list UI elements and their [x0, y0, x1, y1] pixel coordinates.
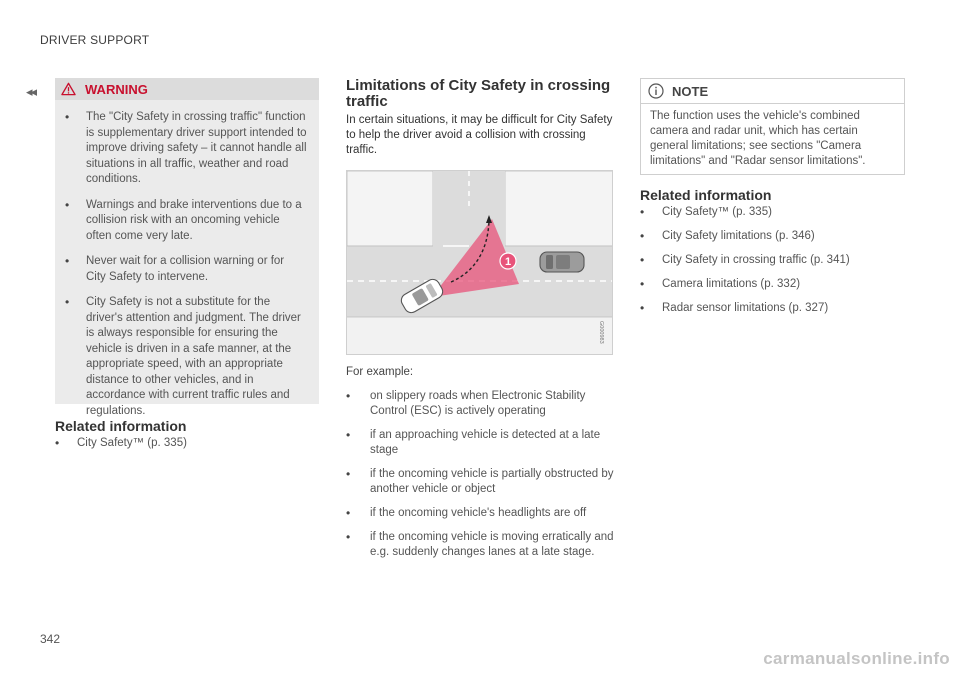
crossing-traffic-illustration — [346, 170, 613, 355]
warning-list — [55, 100, 319, 419]
list-item: • City Safety is not a substitute for the driver's attention and judgment. The driver is always responsible for ensuring the vehicle is driven in a safe manner, at the appropriate speed, with an appropriate distance to other vehicles, and in accordance with current traffic rules and regulations. — [65, 295, 307, 419]
note-text: The function uses the vehicle's combined camera and radar unit, which has certain general limitations; see sections "Camera limitations" and "Radar sensor limitations". — [650, 110, 866, 167]
oncoming-car — [540, 252, 584, 272]
image-code: G000983 — [598, 321, 604, 344]
list-item: • on slippery roads when Electronic Stability Control (ESC) is actively operating — [346, 389, 616, 419]
page-number: 342 — [40, 632, 61, 646]
limitation-list — [346, 389, 616, 569]
warning-box — [55, 78, 319, 417]
related-information-list — [640, 205, 905, 325]
intro-paragraph: In certain situations, it may be difficult for City Safety to help the driver avoid a collision with crossing traffic. — [346, 114, 613, 156]
continuation-marker: ◂◂ — [26, 84, 36, 99]
related-information-heading: Related information — [55, 418, 187, 434]
info-icon — [648, 83, 664, 99]
list-item: • if the oncoming vehicle is moving erratically and e.g. suddenly changes lanes at a late stage. — [346, 530, 616, 560]
list-item: • The "City Safety in crossing traffic" function is supplementary driver support intended to improve driving safety – it cannot handle all situations in all traffic, weather and road conditions. — [65, 110, 307, 188]
warning-triangle-icon — [61, 82, 76, 96]
watermark: carmanualsonline.info — [763, 649, 950, 668]
note-header — [641, 79, 904, 104]
list-item: • if the oncoming vehicle's headlights are off — [346, 506, 616, 521]
warning-header — [55, 78, 319, 100]
related-link[interactable]: • City Safety™ (p. 335) — [640, 205, 905, 220]
related-link[interactable]: • Radar sensor limitations (p. 327) — [640, 301, 905, 316]
related-information-list — [55, 436, 319, 460]
list-item: • if an approaching vehicle is detected at a late stage — [346, 428, 616, 458]
note-title: NOTE — [672, 83, 709, 99]
list-item: • if the oncoming vehicle is partially obstructed by another vehicle or object — [346, 467, 616, 497]
related-link[interactable]: • City Safety in crossing traffic (p. 341) — [640, 253, 905, 268]
related-link[interactable]: • Camera limitations (p. 332) — [640, 277, 905, 292]
section-header: DRIVER SUPPORT — [40, 33, 150, 47]
callout-number: 1 — [504, 256, 512, 268]
note-box — [640, 78, 905, 175]
related-link[interactable]: • City Safety limitations (p. 346) — [640, 229, 905, 244]
related-information-heading: Related information — [640, 187, 772, 203]
for-example-label: For example: — [346, 366, 414, 378]
section-title: Limitations of City Safety in crossing traffic — [346, 77, 611, 110]
list-item: • Warnings and brake interventions due to a collision risk with an oncoming vehicle often come very late. — [65, 198, 307, 245]
list-item: • Never wait for a collision warning or for City Safety to intervene. — [65, 254, 307, 285]
warning-title: WARNING — [85, 81, 148, 97]
illustration-svg — [347, 171, 613, 355]
related-link[interactable]: • City Safety™ (p. 335) — [55, 436, 319, 451]
